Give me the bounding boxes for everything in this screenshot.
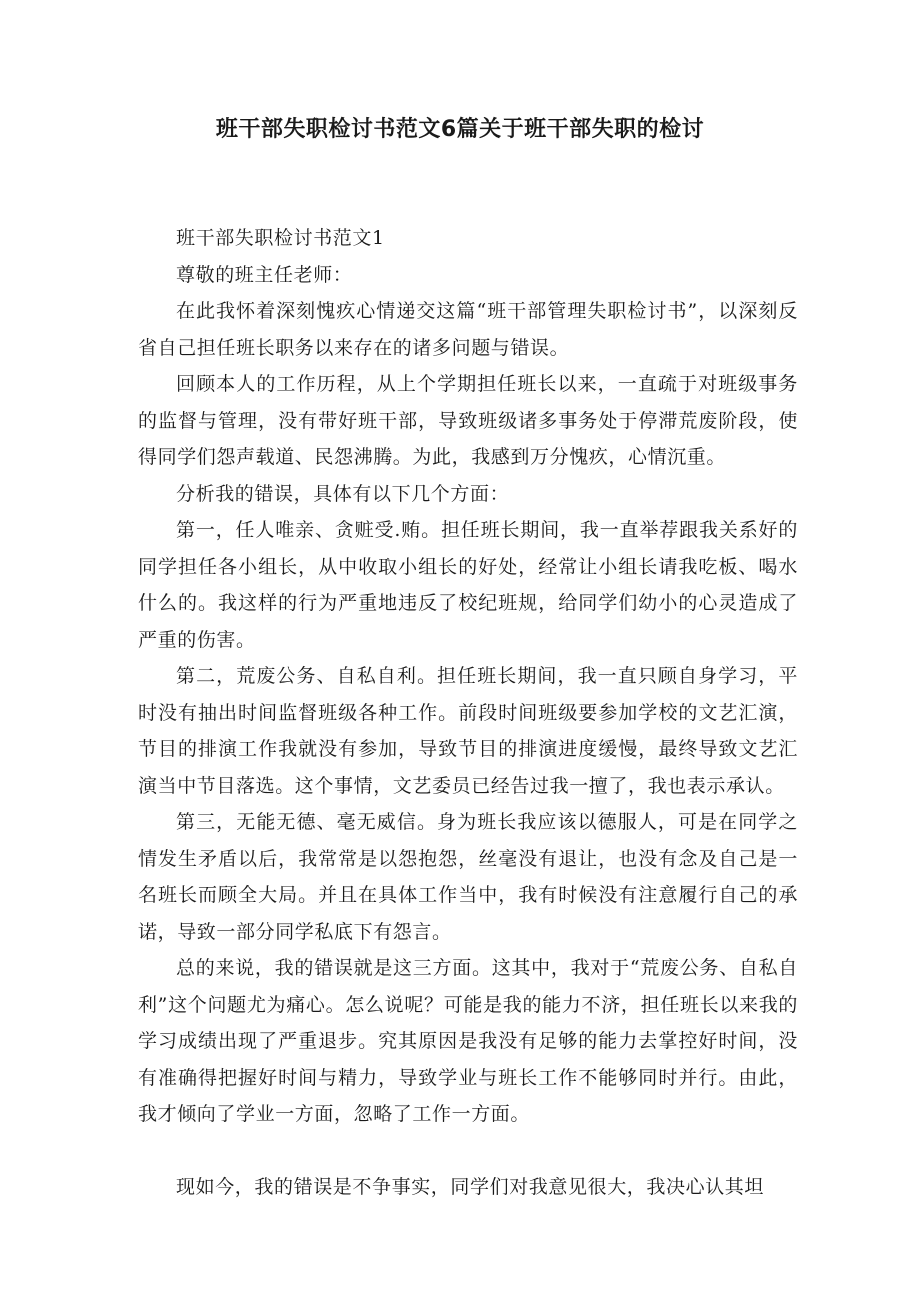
paragraph: 第二，荒废公务、自私自利。担任班长期间，我一直只顾自身学习，平时没有抽出时间监督班级各种工作。前段时间班级要参加学校的文艺汇演，节目的排演工作我就没有参加，导致节目的排演进度缓慢，最终导致文艺汇演当中节目落选。这个事情，文艺委员已经告过我一擅了，我也表示承认。 — [138, 665, 798, 797]
paragraph: 分析我的错误，具体有以下几个方面： — [176, 482, 510, 505]
paragraph: 现如今，我的错误是不争事实，同学们对我意见很大，我决心认其坦 — [176, 1175, 765, 1198]
paragraph: 在此我怀着深刻愧疚心情递交这篇“班干部管理失职检讨书”，以深刻反省自己担任班长职务以来存在的诸多问题与错误。 — [138, 300, 798, 359]
salutation: 尊敬的班主任老师： — [176, 263, 353, 286]
document-title: 班干部失职检讨书范文6篇关于班干部失职的检讨 — [215, 117, 705, 142]
paragraph: 总的来说，我的错误就是这三方面。这其中，我对于“荒废公务、自私自利”这个问题尤为痛心。怎么说呢？可能是我的能力不济，担任班长以来我的学习成绩出现了严重退步。究其原因是我没有足够的能力去掌控好时间，没有准确得把握好时间与精力，导致学业与班长工作不能够同时并行。由此，我才倾向了学业一方面，忽略了工作一方面。 — [138, 957, 798, 1125]
paragraph: 第三，无能无德、毫无威信。身为班长我应该以德服人，可是在同学之情发生矛盾以后，我常常是以怨抱怨，丝毫没有退让，也没有念及自己是一名班长而顾全大局。并且在具体工作当中，我有时候没有注意履行自己的承诺，导致一部分同学私底下有怨言。 — [138, 811, 798, 943]
document-body — [138, 220, 798, 1205]
section-heading: 班干部失职检讨书范文1 — [176, 227, 385, 249]
paragraph: 回顾本人的工作历程，从上个学期担任班长以来，一直疏于对班级事务的监督与管理，没有带好班干部，导致班级诸多事务处于停滞荒废阶段，使得同学们怨声载道、民怨沸腾。为此，我感到万分愧疚，心情沉重。 — [138, 373, 798, 468]
paragraph: 第一，任人唯亲、贪赃受.贿。担任班长期间，我一直举荐跟我关系好的同学担任各小组长，从中收取小组长的好处，经常让小组长请我吃板、喝水什么的。我这样的行为严重地违反了校纪班规，给同学们幼小的心灵造成了严重的伤害。 — [138, 519, 798, 651]
